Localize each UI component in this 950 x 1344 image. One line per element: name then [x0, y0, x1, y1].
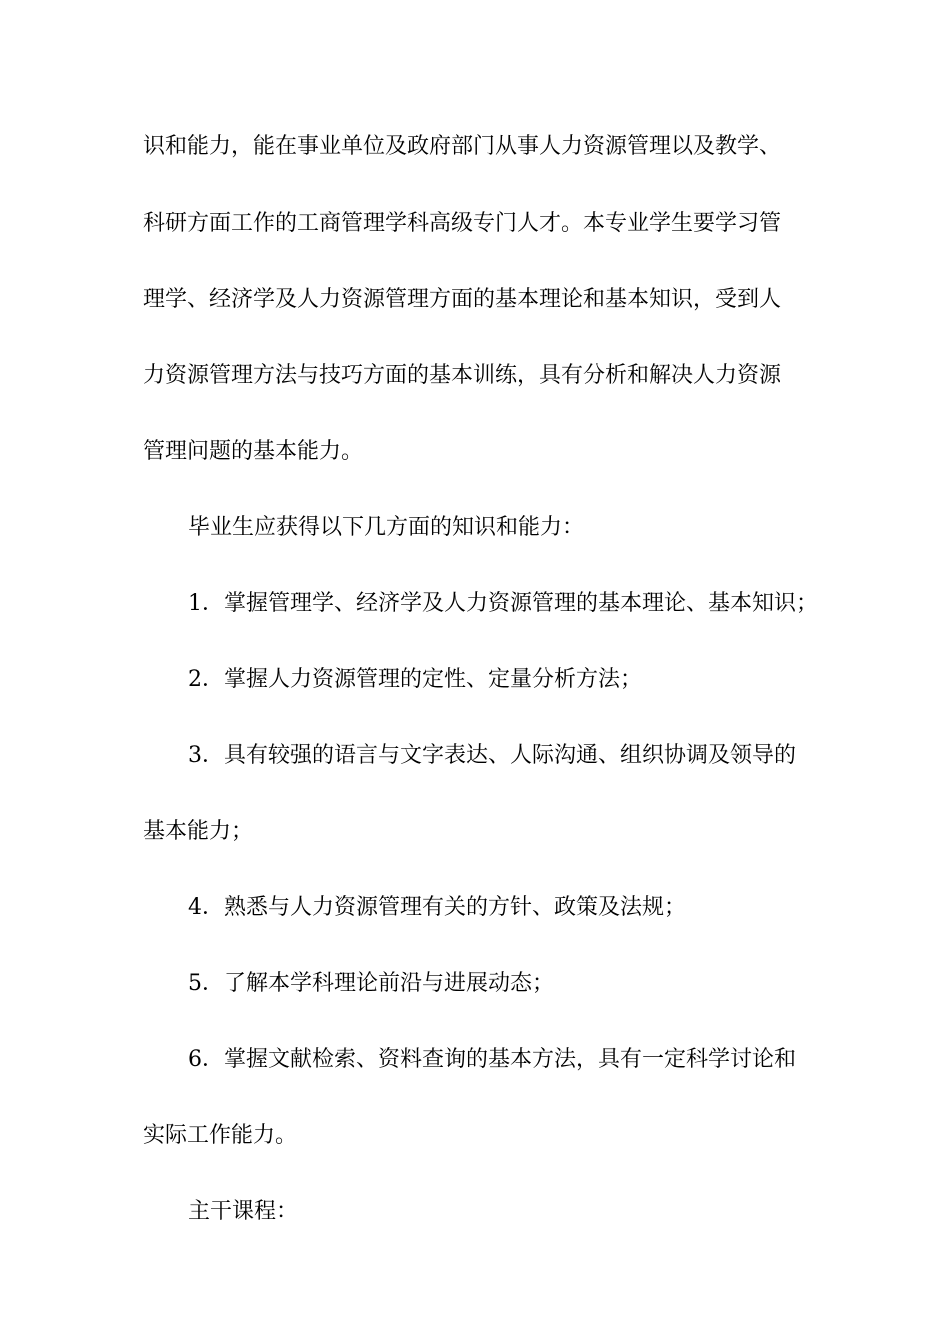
intro-line-5: 管理问题的基本能力。 [143, 439, 364, 464]
intro-line-4: 力资源管理方法与技巧方面的基本训练，具有分析和解决人力资源 [143, 363, 782, 388]
list-item-4: 4．熟悉与人力资源管理有关的方针、政策及法规； [188, 895, 686, 920]
list-item-1: 1．掌握管理学、经济学及人力资源管理的基本理论、基本知识； [188, 591, 818, 616]
list-item-3: 3．具有较强的语言与文字表达、人际沟通、组织协调及领导的 [188, 743, 796, 768]
intro-line-1: 识和能力，能在事业单位及政府部门从事人力资源管理以及教学、 [143, 134, 782, 159]
list-item-3-continued: 基本能力； [143, 819, 254, 844]
list-item-5: 5．了解本学科理论前沿与进展动态； [188, 971, 554, 996]
list-item-6-continued: 实际工作能力。 [143, 1123, 298, 1148]
list-item-2: 2．掌握人力资源管理的定性、定量分析方法； [188, 667, 642, 692]
intro-line-3: 理学、经济学及人力资源管理方面的基本理论和基本知识，受到人 [143, 287, 782, 312]
requirements-heading: 毕业生应获得以下几方面的知识和能力： [188, 515, 585, 540]
intro-line-2: 科研方面工作的工商管理学科高级专门人才。本专业学生要学习管 [143, 211, 782, 236]
list-item-6: 6．掌握文献检索、资料查询的基本方法，具有一定科学讨论和 [188, 1047, 796, 1072]
main-courses-heading: 主干课程： [188, 1199, 299, 1224]
